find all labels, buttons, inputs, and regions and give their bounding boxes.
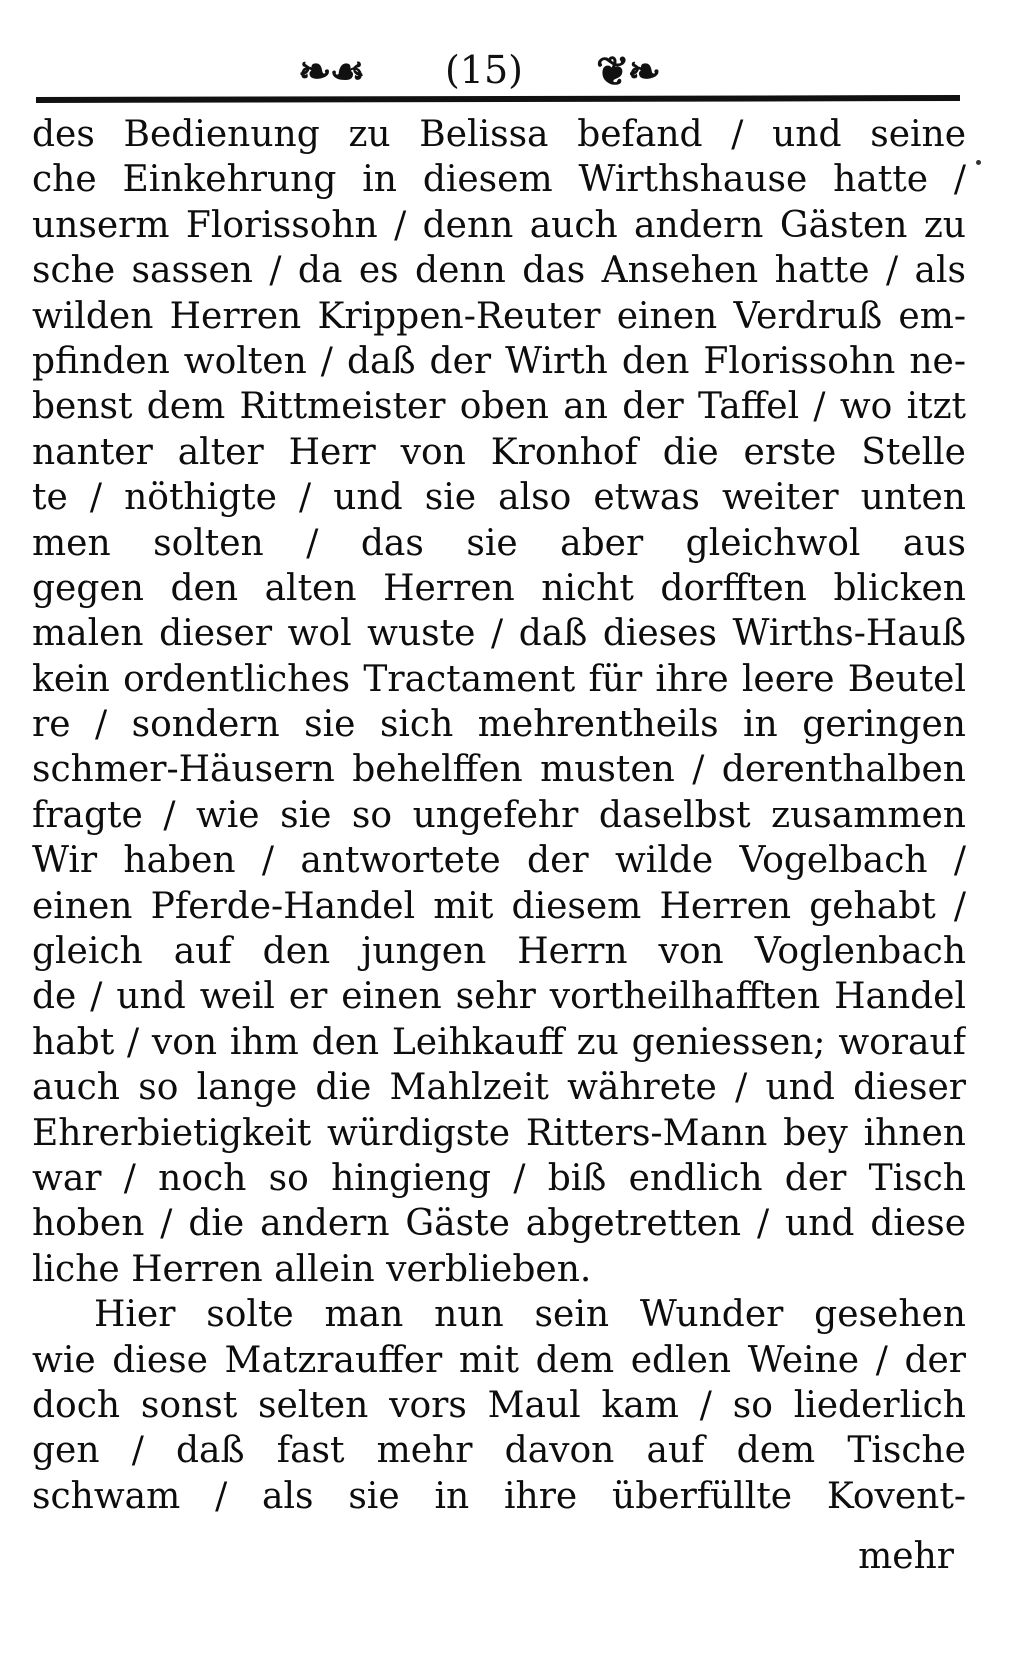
catchword: mehr	[858, 1536, 954, 1577]
text-line: Wir haben / antwortete der wilde Vogelbach /	[32, 840, 966, 882]
text-line: habt / von ihm den Leihkauff zu geniessen; worauf	[32, 1021, 966, 1063]
page-header	[0, 42, 1024, 102]
text-line: schwam / als sie in ihre überfüllte Kovent-	[32, 1475, 966, 1517]
text-line: kein ordentliches Tractament für ihre leere Beutel	[32, 658, 966, 700]
right-ornament-icon: ❦❧	[596, 48, 660, 95]
text-line: che Einkehrung in diesem Wirthshause hatte /	[32, 159, 966, 201]
text-line: unserm Florissohn / denn auch andern Gästen zu	[32, 204, 966, 246]
text-line: men solten / das sie aber gleichwol aus	[32, 522, 966, 564]
text-line: re / sondern sie sich mehrentheils in geringen	[32, 704, 966, 746]
text-line: nanter alter Herr von Kronhof die erste Stelle	[32, 431, 966, 473]
text-line: te / nöthigte / und sie also etwas weiter unten	[32, 477, 966, 519]
text-line: de / und weil er einen sehr vortheilhafften Handel	[32, 976, 966, 1018]
text-line: sche sassen / da es denn das Ansehen hatte / als	[32, 250, 966, 292]
text-line: gegen den alten Herren nicht dorfften blicken	[32, 567, 966, 609]
body-text	[32, 112, 966, 1519]
text-line: wilden Herren Krippen-Reuter einen Verdruß em-	[32, 295, 966, 337]
paragraph-start-line: Hier solte man nun sein Wunder gesehen	[94, 1294, 966, 1336]
text-line: des Bedienung zu Belissa befand / und seine	[32, 114, 966, 155]
text-line: Ehrerbietigkeit würdigste Ritters-Mann bey ihnen	[32, 1112, 966, 1154]
page-number: (15)	[444, 48, 523, 92]
text-line: schmer-Häusern behelffen musten / derenthalben	[32, 749, 966, 791]
left-ornament-icon: ❧☙	[298, 48, 364, 95]
text-line: hoben / die andern Gäste abgetretten / und diese	[32, 1203, 966, 1245]
text-line: gen / daß fast mehr davon auf dem Tische	[32, 1430, 966, 1472]
text-line: wie diese Matzrauffer mit dem edlen Weine / der	[32, 1339, 966, 1381]
paragraph-end-line: liche Herren allein verblieben.	[32, 1248, 592, 1290]
text-line: malen dieser wol wuste / daß dieses Wirths-Hauß	[32, 613, 966, 655]
paper-speck	[976, 160, 981, 165]
text-line: pfinden wolten / daß der Wirth den Florissohn ne-	[32, 340, 966, 382]
text-line: benst dem Rittmeister oben an der Taffel / wo itzt	[32, 386, 966, 428]
text-line: gleich auf den jungen Herrn von Voglenbach	[32, 931, 966, 973]
text-line: fragte / wie sie so ungefehr daselbst zusammen	[32, 794, 966, 836]
text-line: einen Pferde-Handel mit diesem Herren gehabt /	[32, 885, 966, 927]
text-line: auch so lange die Mahlzeit währete / und dieser	[32, 1067, 966, 1109]
text-line: doch sonst selten vors Maul kam / so liederlich	[32, 1384, 966, 1426]
text-line: war / noch so hingieng / biß endlich der Tisch	[32, 1157, 966, 1199]
